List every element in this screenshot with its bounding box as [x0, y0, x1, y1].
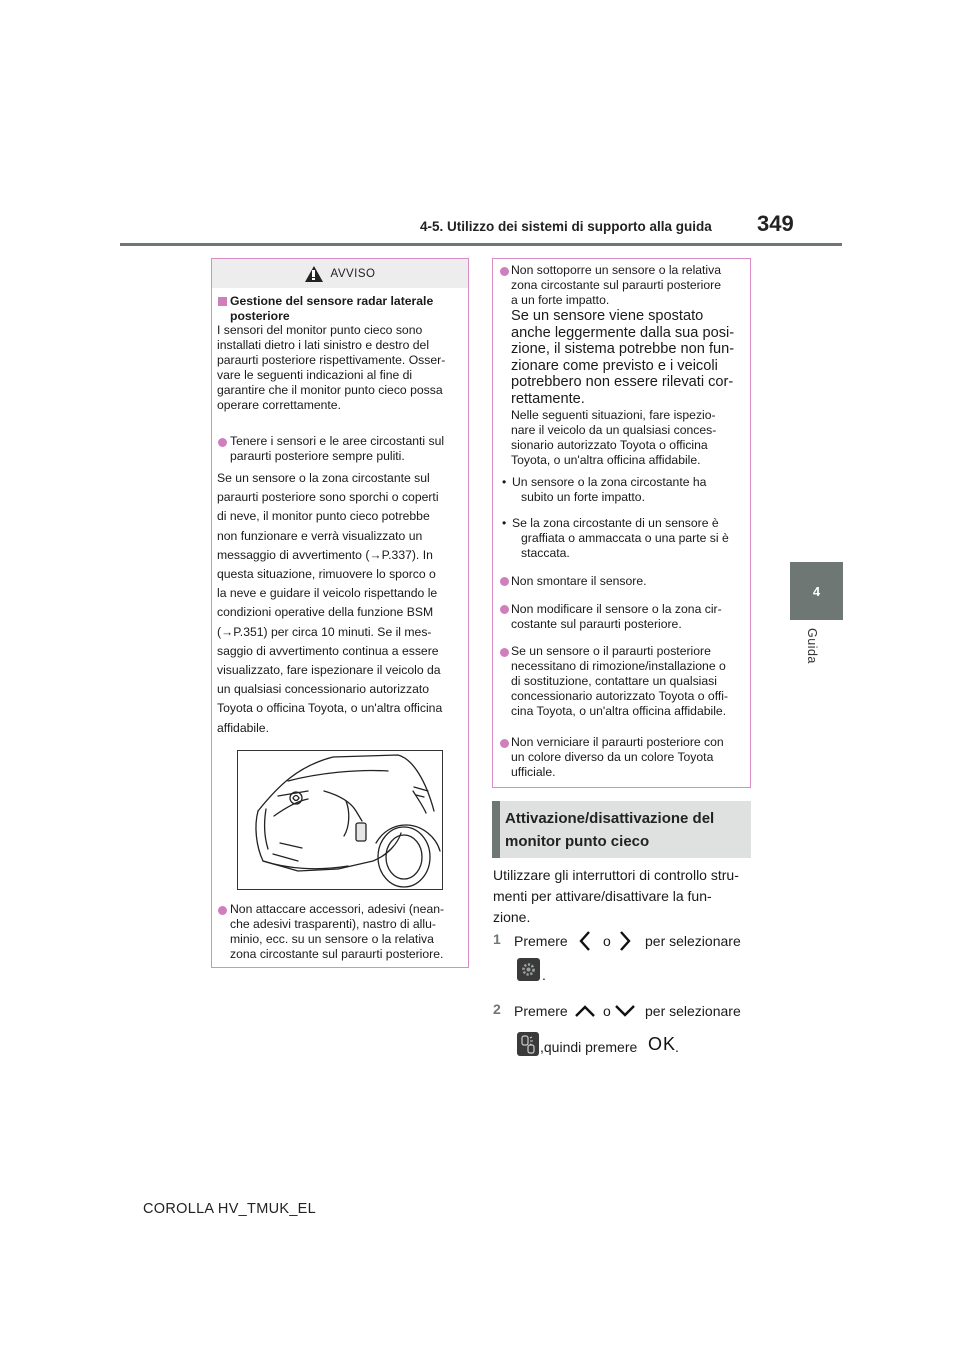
- bullet-icon: [500, 577, 509, 586]
- caution-box: [492, 258, 751, 788]
- document-code: COROLLA HV_TMUK_EL: [143, 1201, 317, 1217]
- rear-bumper-illustration: [237, 750, 443, 890]
- caution-emphasis: Se un sensore viene spostato anche leggermente dalla sua posi- zione, il sistema potrebbe non fun- zionare come previsto e i veicoli potrebbero non essere rilevati cor- rettamente.: [511, 308, 735, 407]
- step-1-press: Premere: [514, 933, 568, 949]
- warning-intro: I sensori del monitor punto cieco sono installati dietro i lati sinistro e destro del paraurti posteriore rispettivamente. Osser- vare le seguenti indicazioni al fine di garantire che il monitor punto cieco possa operare correttamente.: [217, 323, 446, 412]
- step-2-select: per selezionare: [645, 1003, 741, 1019]
- bullet-icon: [218, 438, 227, 447]
- section-heading-text: Attivazione/disattivazione del monitor punto cieco: [505, 810, 715, 850]
- warning-subhead: Gestione del sensore radar laterale posteriore: [230, 294, 434, 323]
- chapter-tab[interactable]: [790, 562, 843, 620]
- warning-icon: [305, 266, 323, 282]
- step-2-press: Premere: [514, 1003, 568, 1019]
- page-number: 349: [757, 211, 794, 236]
- warning-bullet-1: Tenere i sensori e le aree circostanti sul paraurti posteriore sempre puliti.: [230, 434, 445, 463]
- step-2-then-press: ,quindi premere: [540, 1039, 638, 1055]
- section-intro: Utilizzare gli interruttori di controllo stru- menti per attivare/disattivare la fun- zione.: [493, 867, 739, 925]
- caution-bullet-3: Non modificare il sensore o la zona cir- costante sul paraurti posteriore.: [511, 602, 722, 631]
- bullet-icon: [218, 906, 227, 915]
- caution-sub-1: Un sensore o la zona circostante ha subito un forte impatto.: [512, 475, 707, 504]
- square-bullet-icon: [218, 297, 227, 306]
- right-arrow-icon[interactable]: [618, 930, 632, 952]
- step-2-period: .: [675, 1039, 679, 1055]
- bullet-icon: [500, 267, 509, 276]
- caution-sub-2: Se la zona circostante di un sensore è graffiata o ammaccata o una parte si è staccata.: [512, 516, 729, 560]
- warning-title: AVVISO: [330, 267, 376, 280]
- warning-header: [212, 259, 468, 288]
- heading-bar: [492, 801, 500, 858]
- bullet-icon: [500, 648, 509, 657]
- ok-button-label[interactable]: OK: [648, 1034, 677, 1054]
- caution-bullet-2: Non smontare il sensore.: [511, 574, 647, 588]
- step-number: 1: [493, 931, 501, 947]
- left-arrow-icon[interactable]: [578, 930, 592, 952]
- section-title: 4-5. Utilizzo dei sistemi di supporto alla guida: [420, 219, 712, 234]
- step-1-period: .: [542, 967, 546, 983]
- bullet-icon: [500, 605, 509, 614]
- chapter-number: 4: [812, 583, 821, 599]
- step-2-or: o: [603, 1003, 611, 1019]
- caution-inspection: Nelle seguenti situazioni, fare ispezio- nare il veicolo da un qualsiasi conces- sionario autorizzato Toyota o officina Toyota, o un'altra officina affidabile.: [511, 408, 717, 467]
- section-heading: [492, 801, 751, 858]
- chapter-label: Guida: [805, 628, 819, 664]
- caution-bullet-5: Non verniciare il paraurti posteriore con un colore diverso da un colore Toyota ufficiale.: [511, 735, 724, 779]
- sub-bullet-mark: •: [502, 475, 507, 489]
- warning-paragraph: Se un sensore o la zona circostante sul paraurti posteriore sono sporchi o coperti di neve, il monitor punto cieco potrebbe non funzionare e verrà visualizzato un messaggio di avvertimento (→P.337). In questa situazione, rimuovere lo sporco o la neve e guidare il veicolo rispettando le condizioni operative della funzione BSM (→P.351) per circa 10 minuti. Se il mes- saggio di avvertimento continua a essere visualizzato, fare ispezionare il veicolo da un qualsiasi concessionario autorizzato Toyota o officina Toyota, o un'altra officina affidabile.: [217, 471, 443, 735]
- sub-bullet-mark: •: [502, 516, 507, 530]
- down-arrow-icon[interactable]: [614, 1004, 636, 1018]
- warning-bullet-2: Non attaccare accessori, adesivi (nean- che adesivi trasparenti), nastro di allu- minio, ecc. su un sensore o la relativa zona circostante sul paraurti posteriore.: [230, 902, 445, 961]
- caution-bullet-4: Se un sensore o il paraurti posteriore necessitano di rimozione/installazione o di sostituzione, contattare un qualsiasi concessionario autorizzato Toyota o offi- cina Toyota, o un'altra officina affidabile.: [511, 644, 729, 718]
- step-1-or: o: [603, 933, 611, 949]
- bsm-display-icon[interactable]: [517, 1032, 539, 1056]
- header-rule: [120, 243, 842, 246]
- up-arrow-icon[interactable]: [574, 1004, 596, 1018]
- settings-gear-icon[interactable]: [517, 958, 540, 981]
- step-1-select: per selezionare: [645, 933, 741, 949]
- bullet-icon: [500, 739, 509, 748]
- step-number: 2: [493, 1001, 501, 1017]
- caution-bullet-1: Non sottoporre un sensore o la relativa zona circostante sul paraurti posteriore a un forte impatto.: [511, 263, 722, 307]
